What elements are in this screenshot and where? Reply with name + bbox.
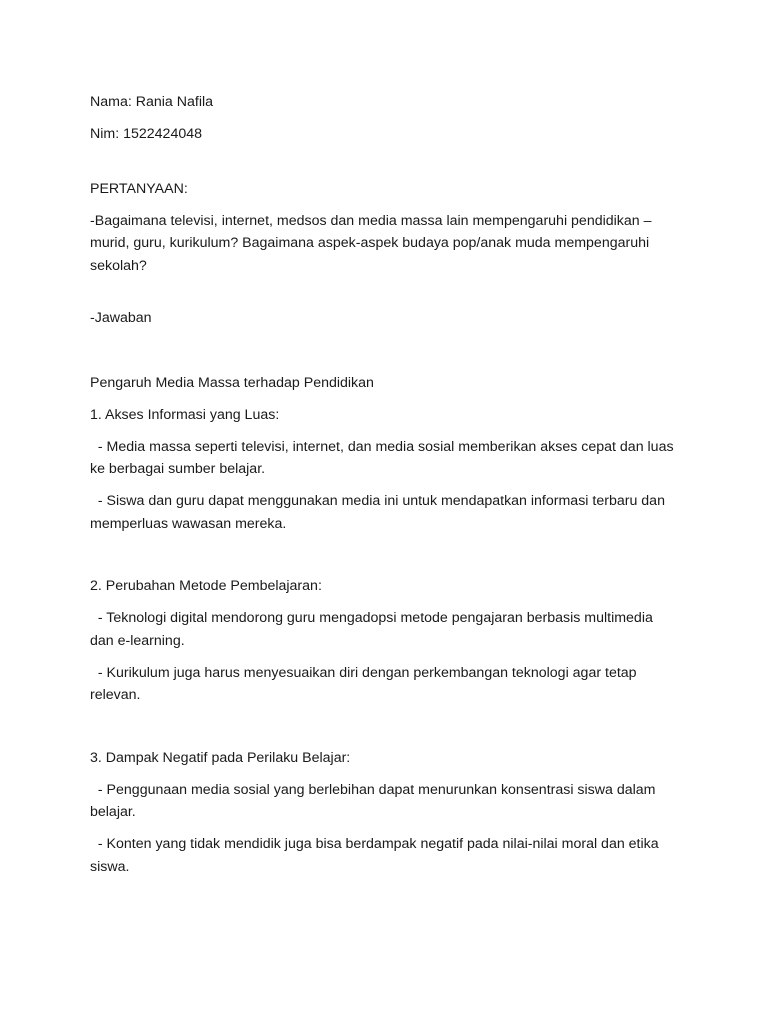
section-heading: 2. Perubahan Metode Pembelajaran: — [90, 578, 322, 594]
section-point: - Siswa dan guru dapat menggunakan media ini untuk mendapatkan informasi terbaru dan memperluas wawasan mereka. — [90, 493, 669, 532]
section-point: - Kurikulum juga harus menyesuaikan diri dengan perkembangan teknologi agar tetap relevan. — [90, 664, 641, 703]
student-nim: Nim: 1522424048 — [90, 126, 203, 142]
document-body — [90, 91, 680, 888]
section-point: - Penggunaan media sosial yang berlebihan dapat menurunkan konsentrasi siswa dalam belajar. — [90, 781, 660, 820]
question-heading: PERTANYAAN: — [90, 180, 188, 197]
section-point: - Media massa seperti televisi, internet, dan media sosial memberikan akses cepat dan luas ke berbagai sumber belajar. — [90, 438, 678, 477]
student-name: Nama: Rania Nafila — [90, 94, 214, 110]
section-point: - Konten yang tidak mendidik juga bisa berdampak negatif pada nilai-nilai moral dan etika siswa. — [90, 836, 663, 875]
section-point: - Teknologi digital mendorong guru mengadopsi metode pengajaran berbasis multimedia dan e-learning. — [90, 610, 657, 649]
section-heading: 3. Dampak Negatif pada Perilaku Belajar: — [90, 749, 351, 766]
answer-label: -Jawaban — [90, 310, 152, 326]
section-heading: 1. Akses Informasi yang Luas: — [90, 406, 280, 423]
answer-title: Pengaruh Media Massa terhadap Pendidikan — [90, 374, 374, 391]
question-text: -Bagaimana televisi, internet, medsos dan media massa lain mempengaruhi pendidikan – murid, guru, kurikulum? Bagaimana aspek-aspek budaya pop/anak muda mempengaruhi sekolah? — [90, 212, 652, 274]
